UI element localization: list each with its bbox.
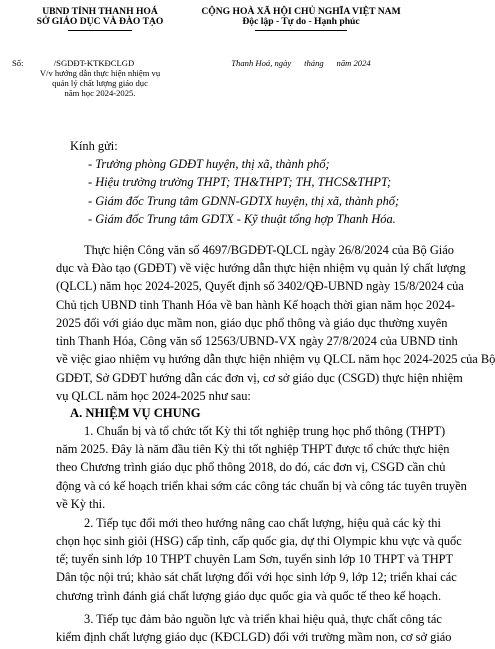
item2-line: chương trình đánh giá chất lượng giáo dục quốc gia và quốc tế theo kế hoạch. xyxy=(56,589,442,603)
item2-line: chọn học sinh giỏi (HSG) cấp tỉnh, cấp quốc gia, dự thi Olympic khu vực và quốc xyxy=(56,534,462,548)
item3-line: 3. Tiếp tục đảm bảo nguồn lực và triển khai hiệu quả, thực chất công tác xyxy=(84,612,442,626)
intro-line: GDĐT, Sở GDĐT hướng dẫn các đơn vị, cơ sở giáo dục (CSGD) thực hiện nhiệm xyxy=(56,371,463,385)
subject-line-2: quản lý chất lượng giáo dục xyxy=(52,78,148,88)
national-motto: Độc lập - Tự do - Hạnh phúc xyxy=(242,16,360,27)
issuing-authority: UBND TỈNH THANH HOÁ xyxy=(42,6,158,17)
document-number-code: /SGDĐT-KTKĐCLGD xyxy=(53,58,135,68)
recipients-label: Kính gửi: xyxy=(70,139,118,153)
intro-line: (QLCL) năm học 2024-2025, Quyết định số 3402/QĐ-UBND ngày 15/8/2024 của xyxy=(56,279,464,293)
recipient-item: - Hiệu trưởng trường THPT; TH&THPT; TH, THCS&THPT; xyxy=(88,175,392,189)
item1-line: về Kỳ thi. xyxy=(56,497,106,511)
intro-line: Chủ tịch UBND tỉnh Thanh Hóa về ban hành Kế hoạch thời gian năm học 2024- xyxy=(56,298,455,312)
intro-line: 2025 đối với giáo dục mầm non, giáo dục phổ thông và giáo dục thường xuyên xyxy=(56,316,448,330)
issuing-department: SỞ GIÁO DỤC VÀ ĐÀO TẠO xyxy=(36,16,164,27)
intro-line: tỉnh Thanh Hóa, Công văn số 12563/UBND-VX ngày 27/8/2024 của UBND tỉnh xyxy=(56,334,458,348)
left-header-rule xyxy=(68,30,132,31)
recipient-item: - Giám đốc Trung tâm GDNN-GDTX huyện, thị xã, thành phố; xyxy=(88,194,400,208)
subject-line-3: năm học 2024-2025. xyxy=(64,88,136,98)
subject-line-1: V/v hướng dẫn thực hiện nhiệm vụ xyxy=(39,68,161,78)
national-title: CỘNG HOÀ XÃ HỘI CHỦ NGHĨA VIỆT NAM xyxy=(201,6,401,17)
recipient-item: - Trưởng phòng GDĐT huyện, thị xã, thành phố; xyxy=(88,157,330,171)
right-header-rule xyxy=(255,30,347,31)
document-number xyxy=(12,58,134,68)
item2-line: Dân tộc nội trú; khảo sát chất lượng đối với học sinh lớp 9, lớp 12; triển khai các xyxy=(56,570,457,584)
place-date: Thanh Hoá, ngày tháng năm 2024 xyxy=(231,58,371,68)
item1-line: 1. Chuẩn bị và tổ chức tốt Kỳ thi tốt nghiệp trung học phổ thông (THPT) xyxy=(84,424,446,438)
intro-line: vụ QLCL năm học 2024-2025 như sau: xyxy=(56,389,251,403)
item2-line: tế; tuyển sinh lớp 10 THPT chuyên Lam Sơn, tuyển sinh lớp 10 THPT và THPT xyxy=(56,552,454,566)
intro-line: Thực hiện Công văn số 4697/BGDĐT-QLCL ngày 26/8/2024 của Bộ Giáo xyxy=(84,243,454,257)
item1-line: động và có kế hoạch triển khai sớm các công tác chuẩn bị và công tác tuyên truyền xyxy=(56,479,467,493)
item2-line: 2. Tiếp tục đổi mới theo hướng nâng cao chất lượng, hiệu quả các kỳ thi xyxy=(84,516,441,530)
item1-line: năm 2025. Đây là năm đầu tiên Kỳ thi tốt nghiệp THPT được tổ chức thực hiện xyxy=(56,442,450,456)
recipient-item: - Giám đốc Trung tâm GDTX - Kỹ thuật tổng hợp Thanh Hóa. xyxy=(88,212,396,226)
item3-line: kiểm định chất lượng giáo dục (KĐCLGD) đối với trường mầm non, cơ sở giáo xyxy=(56,630,452,644)
item1-line: theo Chương trình giáo dục phổ thông 2018, do đó, các đơn vị, CSGD cần chủ xyxy=(56,460,446,474)
intro-line: về việc giao nhiệm vụ hướng dẫn thực hiện nhiệm vụ QLCL năm học 2024-2025 của Bộ xyxy=(56,352,495,366)
intro-line: dục và Đào tạo (GDĐT) về việc hướng dẫn thực hiện nhiệm vụ quản lý chất lượng xyxy=(56,261,466,275)
document-number-label: Số: xyxy=(12,58,24,68)
section-heading: A. NHIỆM VỤ CHUNG xyxy=(70,406,201,420)
